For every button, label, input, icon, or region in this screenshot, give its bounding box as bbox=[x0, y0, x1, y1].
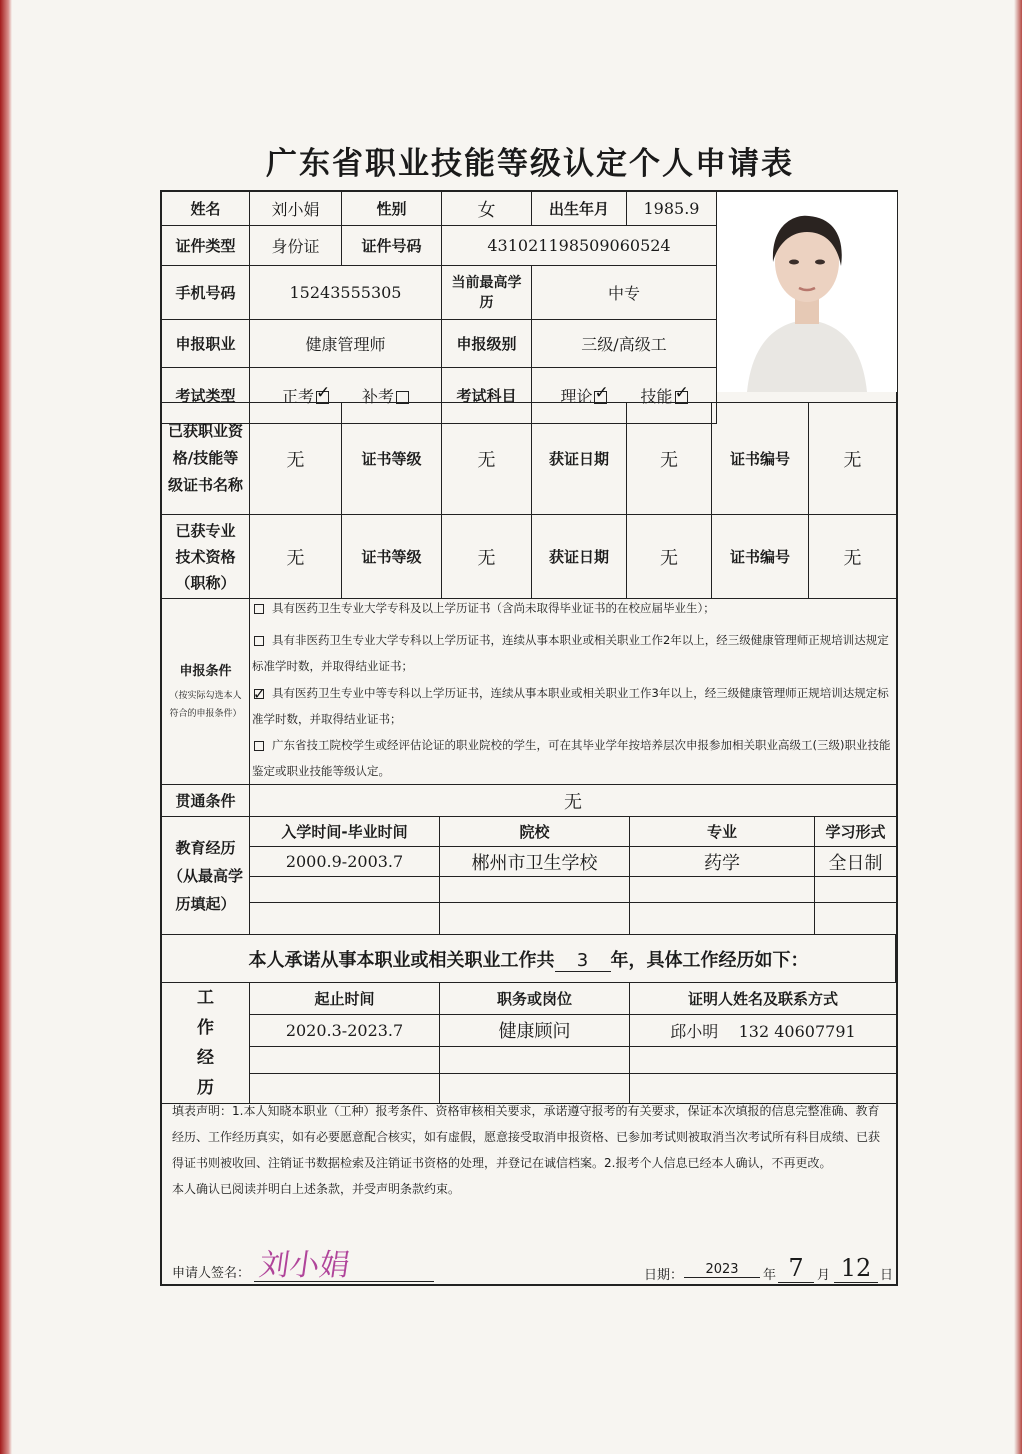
edu-period[interactable] bbox=[250, 877, 440, 903]
exam-subject-option[interactable]: 技能✓ bbox=[641, 384, 688, 407]
work-period[interactable]: 2020.3-2023.7 bbox=[250, 1014, 440, 1046]
through-label: 贯通条件 bbox=[162, 785, 250, 817]
table-row bbox=[162, 847, 897, 877]
work-table bbox=[161, 982, 897, 1104]
title-no-value[interactable]: 无 bbox=[809, 515, 897, 599]
checkbox-icon[interactable] bbox=[254, 741, 264, 751]
phone-label: 手机号码 bbox=[162, 266, 250, 320]
gender-value[interactable]: 女 bbox=[442, 192, 532, 226]
conditions-sublabel: （按实际勾选本人符合的申报条件） bbox=[169, 691, 242, 719]
vocational-cert-label: 已获职业资格/技能等级证书名称 bbox=[162, 403, 250, 515]
edu-mode[interactable] bbox=[815, 903, 897, 935]
promise-table bbox=[161, 934, 896, 983]
professional-title-label: 已获专业技术资格（职称） bbox=[162, 515, 250, 599]
condition-item[interactable]: 具有医药卫生专业大学专科及以上学历证书（含尚未取得毕业证书的在校应届毕业生）； bbox=[252, 602, 892, 615]
exam-type-option[interactable]: 补考 bbox=[362, 384, 409, 407]
education-header: 学习形式 bbox=[815, 817, 897, 847]
signature-mark: 刘小娟 bbox=[257, 1248, 352, 1283]
edu-period[interactable]: 2000.9-2003.7 bbox=[250, 847, 440, 877]
title-grade-label: 证书等级 bbox=[342, 515, 442, 599]
through-value[interactable]: 无 bbox=[250, 785, 897, 817]
table-row bbox=[162, 903, 897, 935]
title-grade-value[interactable]: 无 bbox=[442, 515, 532, 599]
work-header: 职务或岗位 bbox=[440, 983, 630, 1015]
work-header: 证明人姓名及联系方式 bbox=[630, 983, 897, 1015]
edu-major[interactable]: 药学 bbox=[630, 847, 815, 877]
id-no-value[interactable]: 431021198509060524 bbox=[442, 226, 717, 266]
work-years[interactable]: 3 bbox=[555, 950, 611, 972]
education-header: 入学时间-毕业时间 bbox=[250, 817, 440, 847]
level-value[interactable]: 三级/高级工 bbox=[532, 320, 717, 368]
name-label: 姓名 bbox=[162, 192, 250, 226]
name-value[interactable]: 刘小娟 bbox=[250, 192, 342, 226]
edu-major[interactable] bbox=[630, 903, 815, 935]
exam-subject-label: 考试科目 bbox=[442, 368, 532, 424]
edu-period[interactable] bbox=[250, 903, 440, 935]
condition-item[interactable]: 具有非医药卫生专业大学专科以上学历证书，连续从事本职业或相关职业工作2年以上，经三级健康管理师正规培训达规定标准学时数，并取得结业证书； bbox=[252, 633, 889, 673]
work-period[interactable] bbox=[250, 1046, 440, 1074]
table-row bbox=[162, 1014, 897, 1046]
table-row bbox=[162, 1046, 897, 1074]
cert-date-value[interactable]: 无 bbox=[627, 403, 712, 515]
signature-label: 申请人签名： bbox=[172, 1266, 251, 1281]
condition-item[interactable]: ✓具有医药卫生专业中等专科以上学历证书，连续从事本职业或相关职业工作3年以上，经三级健康管理师正规培训达规定标准学时数，并取得结业证书； bbox=[252, 680, 892, 732]
edu-mode[interactable]: 全日制 bbox=[815, 847, 897, 877]
job-value[interactable]: 健康管理师 bbox=[250, 320, 442, 368]
date-label: 日期： bbox=[644, 1268, 684, 1283]
edu-school[interactable]: 郴州市卫生学校 bbox=[440, 847, 630, 877]
cert-no-value[interactable]: 无 bbox=[809, 403, 897, 515]
edu-school[interactable] bbox=[440, 903, 630, 935]
birth-label: 出生年月 bbox=[532, 192, 627, 226]
education-label: 教育经历（从最高学历填起） bbox=[162, 817, 250, 935]
condition-item[interactable]: 广东省技工院校学生或经评估论证的职业院校的学生，可在其毕业学年按培养层次申报参加相关职业高级工(三级)职业技能鉴定或职业技能等级认定。 bbox=[252, 738, 891, 778]
edu-school[interactable] bbox=[440, 877, 630, 903]
education-header: 专业 bbox=[630, 817, 815, 847]
gender-label: 性别 bbox=[342, 192, 442, 226]
work-promise: 本人承诺从事本职业或相关职业工作共 3 年，具体工作经历如下： bbox=[162, 935, 896, 983]
person-photo-icon bbox=[717, 192, 897, 392]
cert-grade-value[interactable]: 无 bbox=[442, 403, 532, 515]
certificate-table bbox=[161, 402, 897, 599]
birth-value[interactable]: 1985.9 bbox=[627, 192, 717, 226]
title-no-label: 证书编号 bbox=[712, 515, 809, 599]
work-referee[interactable] bbox=[630, 1046, 897, 1074]
edu-value[interactable]: 中专 bbox=[532, 266, 717, 320]
id-type-value[interactable]: 身份证 bbox=[250, 226, 342, 266]
exam-type-label: 考试类型 bbox=[162, 368, 250, 424]
title-date-label: 获证日期 bbox=[532, 515, 627, 599]
work-label: 工作经历 bbox=[162, 983, 250, 1104]
edu-major[interactable] bbox=[630, 877, 815, 903]
education-header: 院校 bbox=[440, 817, 630, 847]
checkbox-icon[interactable] bbox=[254, 636, 264, 646]
cert-no-label: 证书编号 bbox=[712, 403, 809, 515]
vocational-cert-value[interactable]: 无 bbox=[250, 403, 342, 515]
work-header: 起止时间 bbox=[250, 983, 440, 1015]
checkbox-icon[interactable] bbox=[254, 604, 264, 614]
level-label: 申报级别 bbox=[442, 320, 532, 368]
education-table bbox=[161, 816, 897, 935]
job-label: 申报职业 bbox=[162, 320, 250, 368]
day-unit: 日 bbox=[880, 1268, 894, 1283]
work-position[interactable] bbox=[440, 1046, 630, 1074]
month-unit: 月 bbox=[817, 1268, 831, 1283]
declaration-confirm: 本人确认已阅读并明白上述条款，并受声明条款约束。 bbox=[172, 1182, 461, 1196]
work-referee[interactable]: 邱小明 132 40607791 bbox=[630, 1014, 897, 1046]
date-day[interactable]: 12 bbox=[834, 1254, 878, 1283]
checkbox-icon[interactable] bbox=[254, 689, 264, 699]
cert-date-label: 获证日期 bbox=[532, 403, 627, 515]
work-position[interactable]: 健康顾问 bbox=[440, 1014, 630, 1046]
cert-grade-label: 证书等级 bbox=[342, 403, 442, 515]
title-date-value[interactable]: 无 bbox=[627, 515, 712, 599]
applicant-photo bbox=[716, 192, 897, 392]
id-type-label: 证件类型 bbox=[162, 226, 250, 266]
basic-info-table bbox=[161, 191, 717, 424]
exam-type-option[interactable]: 正考✓ bbox=[282, 384, 329, 407]
id-no-label: 证件号码 bbox=[342, 226, 442, 266]
phone-value[interactable]: 15243555305 bbox=[250, 266, 442, 320]
edu-label: 当前最高学历 bbox=[442, 266, 532, 320]
year-unit: 年 bbox=[763, 1268, 777, 1283]
through-table bbox=[161, 784, 897, 817]
date-month[interactable]: 7 bbox=[778, 1254, 814, 1283]
table-row bbox=[162, 877, 897, 903]
edu-mode[interactable] bbox=[815, 877, 897, 903]
declaration-text: 填表声明：1.本人知晓本职业（工种）报考条件、资格审核相关要求，承诺遵守报考的有关要求，保证本次填报的信息完整准确、教育经历、工作经历真实，如有必要愿意配合核实，如有虚假，愿意接受取消申报资格、已参加考试则被取消当次考试所有科目成绩、已获得证书则被收回、注销证书数据检索及注销证书资格的处理，并登记在诚信档案。2.报考个人信息已经本人确认，不再更改。 bbox=[172, 1104, 881, 1170]
exam-subject-option[interactable]: 理论✓ bbox=[560, 384, 607, 407]
declaration-notice bbox=[172, 1098, 890, 1202]
professional-title-value[interactable]: 无 bbox=[250, 515, 342, 599]
page-edge-left bbox=[0, 0, 12, 1454]
page-edge-right bbox=[1014, 0, 1022, 1454]
date-year[interactable]: 2023 bbox=[684, 1262, 760, 1278]
conditions-label: 申报条件 bbox=[179, 664, 232, 679]
form-title: 广东省职业技能等级认定个人申请表 bbox=[266, 146, 794, 182]
conditions-label-cell bbox=[162, 599, 250, 785]
